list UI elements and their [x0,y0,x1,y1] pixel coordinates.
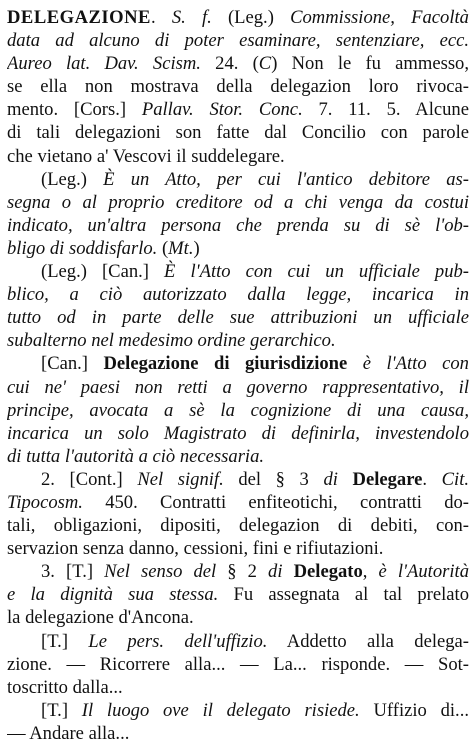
text-segment: che vietano a' Vescovi il suddelegare. [7,145,285,167]
text-segment: . [150,7,172,28]
text-segment: (Leg.) [Can.] [41,261,165,283]
text-segment: 450. Contratti enfiteotichi, contratti do- [82,491,469,513]
entry-line [7,191,469,214]
italic-text: bligo di soddisfarlo. [7,237,158,259]
text-segment [338,469,353,490]
text-segment: [T.] [41,630,89,652]
italic-text: cui ne' paesi non retti a governo rappresentativo, il [7,376,469,398]
text-segment: mento. [Cors.] [7,99,142,121]
italic-text: È un Atto, per cui l'antico debitore as- [103,168,469,190]
text-segment: , [362,561,379,583]
text-segment [283,561,294,582]
bold-term: Delegazione di giurisdizione [103,353,348,375]
entry-line [7,399,469,422]
dictionary-entry-delegazione [7,6,469,745]
italic-text: Nel signif. [137,468,224,490]
text-segment: 24. ( [200,53,259,75]
entry-line [7,260,469,283]
italic-text: è l'Autorità [378,561,469,583]
italic-text: incarica un solo Magistrato di definirla, investendolo [7,422,469,444]
text-segment: (Leg.) [211,7,291,28]
text-segment [347,353,363,374]
text-segment: Uffizio di... [359,699,469,721]
text-segment: 3. [T.] [41,561,105,583]
italic-text: e la dignità sua stessa. [7,584,219,606]
headword: DELEGAZIONE [7,7,151,28]
italic-text: Pallav. Stor. Conc. [141,99,303,121]
text-segment: toscritto dalla... [7,676,123,698]
text-segment: . [422,468,442,490]
italic-text: Aureo lat. Dav. Scism. [7,53,201,75]
italic-text: S. f. [171,7,212,28]
entry-line [7,6,469,29]
entry-line [7,676,469,699]
italic-text: di [323,468,338,490]
entry-line [7,376,469,399]
italic-text: è l'Atto con [362,353,469,375]
text-segment: — Andare alla... [7,722,130,744]
entry-line [7,329,469,352]
text-segment: Fu assegnata al tal prelato [218,584,469,606]
italic-text: indicato, un'altra persona che prenda su di sè l'ob- [7,214,469,236]
entry-line [7,52,469,75]
italic-text: Nel senso del [104,561,217,583]
entry-line [7,237,469,260]
entry-line [7,306,469,329]
bold-term: Delegato [293,561,363,583]
italic-text: Commissione, Facoltà [290,7,469,28]
entry-line [7,606,469,629]
text-segment: di tali delegazioni son fatte dal Concilio con parole [7,122,469,144]
entry-line [7,352,469,375]
italic-text: segna o al proprio creditore od a chi venga da costui [7,191,469,213]
italic-text: È l'Atto con cui un ufficiale pub- [164,261,469,283]
entry-line [7,75,469,98]
italic-text: blico, a ciò autorizzato dalla legge, incarica in [7,284,469,306]
text-segment: § 2 [216,561,269,583]
text-segment: ) Non le fu ammesso, [271,53,469,75]
italic-text: subalterno nel medesimo ordine gerarchico. [7,330,336,352]
entry-line [7,214,469,237]
entry-line [7,283,469,306]
italic-text: Cit. [441,468,469,490]
entry-line [7,491,469,514]
entry-line [7,514,469,537]
italic-text: Il luogo ove il delegato risiede. [81,699,360,721]
entry-line [7,722,469,745]
text-segment: Addetto alla delega- [267,630,469,652]
text-segment: ( [157,237,169,259]
entry-line [7,98,469,121]
italic-text: principe, avocata a sè la cognizione di una causa, [7,399,469,421]
italic-text: Mt. [168,237,194,259]
text-segment: tali, obligazioni, dipositi, delegazion di debiti, con- [7,515,469,537]
entry-line [7,583,469,606]
entry-line [7,445,469,468]
text-segment: [T.] [41,699,82,721]
italic-text: data ad alcuno di poter esaminare, sentenziare, ecc. [7,30,469,52]
entry-line [7,121,469,144]
italic-text: di tutta l'autorità a ciò necessaria. [7,445,265,467]
entry-line [7,630,469,653]
text-segment: [Can.] [41,353,104,375]
italic-text: tutto od in parte delle sue attribuzioni un ufficiale [7,307,469,329]
text-segment: se ella non mostrava della delegazion loro rivoca- [7,76,469,98]
text-segment: (Leg.) [41,168,104,190]
entry-line [7,653,469,676]
entry-line [7,699,469,722]
italic-text: Le pers. dell'uffizio. [88,630,268,652]
text-segment: 2. [Cont.] [41,468,138,490]
text-segment: 7. 11. 5. Alcune [302,99,469,121]
text-segment: zione. — Ricorrere alla... — La... risponde. — Sot- [7,653,469,675]
text-segment: la delegazione d'Ancona. [7,607,194,629]
entry-line [7,145,469,168]
entry-line [7,537,469,560]
entry-line [7,168,469,191]
entry-line [7,422,469,445]
text-segment: servazion senza danno, cessioni, fini e rifiutazioni. [7,538,384,560]
italic-text: Tipocosm. [7,491,83,513]
text-segment: del § 3 [223,468,324,490]
bold-term: Delegare [352,468,423,490]
entry-line [7,468,469,491]
text-segment: ) [193,237,200,259]
entry-line [7,29,469,52]
italic-text: di [268,561,283,583]
italic-text: C [258,53,272,75]
entry-line [7,560,469,583]
